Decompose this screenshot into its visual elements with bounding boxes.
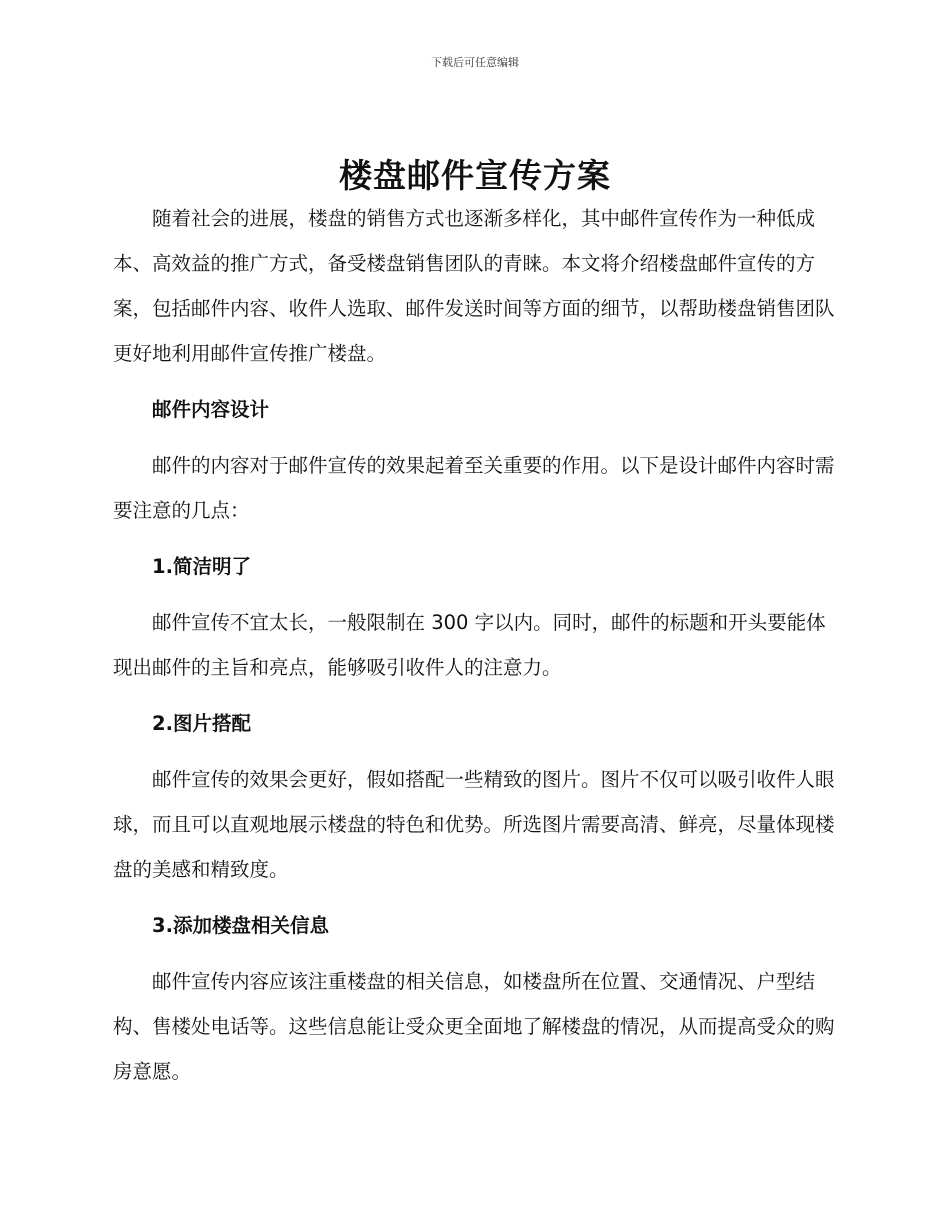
point-heading-2: 2.图片搭配 — [152, 712, 251, 735]
point-paragraph-2: 邮件宣传的效果会更好，假如搭配一些精致的图片。图片不仅可以吸引收件人眼球，而且可以直观地展示楼盘的特色和优势。所选图片需要高清、鲜亮，尽量体现楼盘的美感和精致度。 — [113, 768, 835, 881]
point-paragraph-1: 邮件宣传不宜太长，一般限制在 300 字以内。同时，邮件的标题和开头要能体现出邮件的主旨和亮点，能够吸引收件人的注意力。 — [113, 611, 826, 679]
section-intro-paragraph: 邮件的内容对于邮件宣传的效果起着至关重要的作用。以下是设计邮件内容时需要注意的几点： — [113, 454, 835, 522]
document-body — [113, 196, 837, 1105]
intro-paragraph: 随着社会的进展，楼盘的销售方式也逐渐多样化，其中邮件宣传作为一种低成本、高效益的推广方式，备受楼盘销售团队的青睐。本文将介绍楼盘邮件宣传的方案，包括邮件内容、收件人选取、邮件发送时间等方面的细节，以帮助楼盘销售团队更好地利用邮件宣传推广楼盘。 — [113, 207, 835, 365]
point-heading-1: 1.简洁明了 — [152, 555, 251, 578]
document-title: 楼盘邮件宣传方案 — [339, 156, 611, 195]
point-heading-3: 3.添加楼盘相关信息 — [152, 914, 329, 937]
point-paragraph-3: 邮件宣传内容应该注重楼盘的相关信息，如楼盘所在位置、交通情况、户型结构、售楼处电话等。这些信息能让受众更全面地了解楼盘的情况，从而提高受众的购房意愿。 — [113, 970, 835, 1083]
header-note: 下载后可任意编辑 — [431, 56, 519, 69]
section-heading: 邮件内容设计 — [152, 398, 270, 421]
